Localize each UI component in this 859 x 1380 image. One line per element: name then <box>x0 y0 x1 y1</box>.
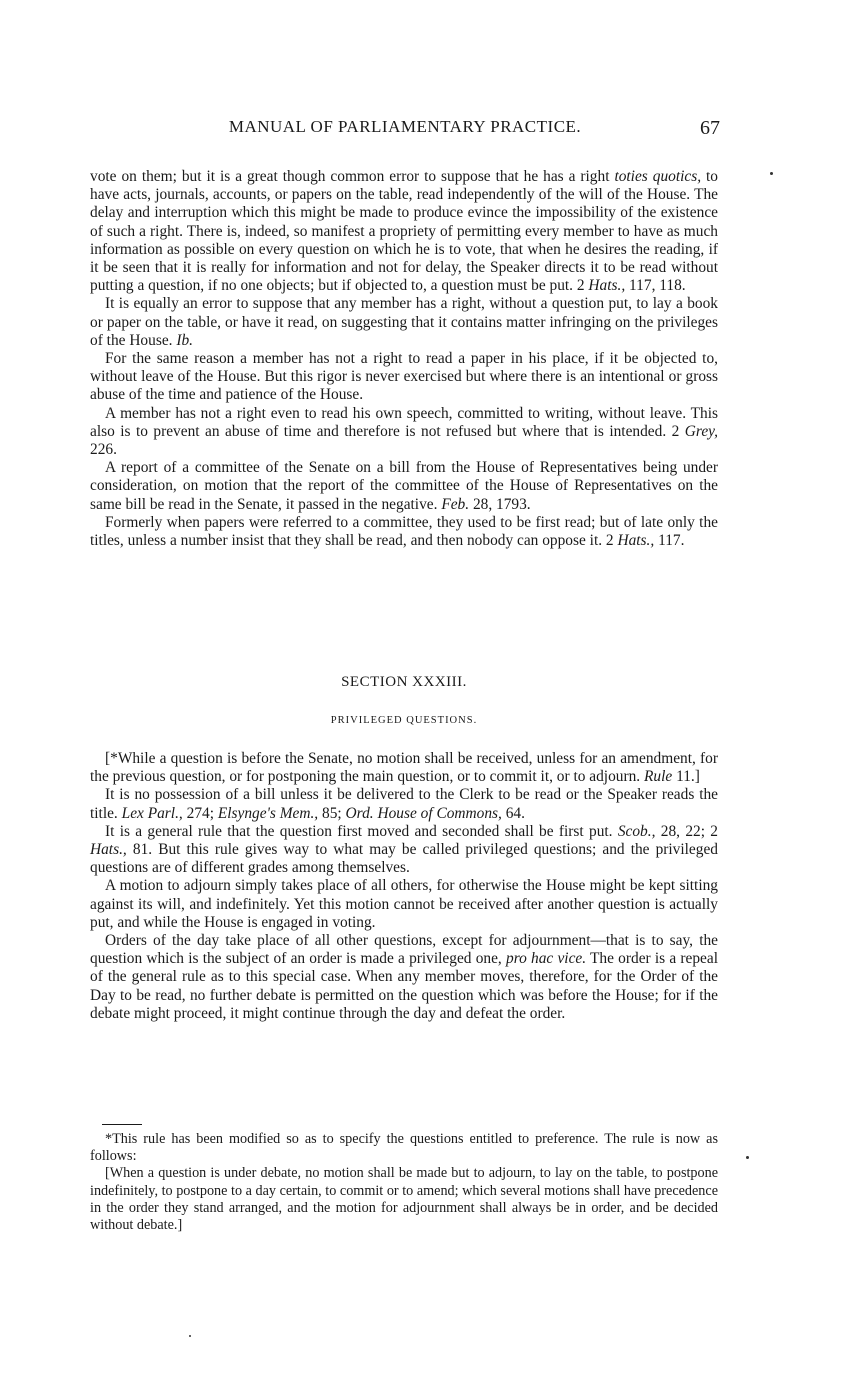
section-subtitle: PRIVILEGED QUESTIONS. <box>330 715 478 726</box>
page-number: 67 <box>700 117 720 139</box>
italic-citation: Scob., <box>617 822 656 840</box>
footnote-paragraph: [When a question is under debate, no motion shall be made but to adjourn, to lay on the table, to postpone indefinitely, to postpone to a day certain, to commit or to amend; which several motions shall have precedence in the order they stand arranged, and the motion for adjournment shall always be in order, and be decided without debate.] <box>90 1165 718 1234</box>
italic-citation: Ib. <box>176 331 194 349</box>
paragraph: [*While a question is before the Senate, no motion shall be received, unless for an amendment, for the previous question, or for postponing the main question, or to commit it, or to adjourn. Rule 11.] <box>90 750 718 786</box>
scan-speck <box>746 1156 749 1159</box>
italic-citation: Grey, <box>684 422 718 440</box>
paragraph: For the same reason a member has not a right to read a paper in his place, if it be objected to, without leave of the House. But this rigor is never exercised but where there is an intentional or gross abuse of the time and patience of the House. <box>90 350 718 404</box>
paragraph: It is equally an error to suppose that any member has a right, without a question put, to lay a book or paper on the table, or have it read, on suggesting that it contains matter infringing on the privileges of the House. Ib. <box>90 295 718 349</box>
scan-speck <box>189 1335 191 1337</box>
italic-citation: Feb. <box>441 495 470 513</box>
paragraph: Formerly when papers were referred to a committee, they used to be first read; but of late only the titles, unless a number insist that they shall be read, and then nobody can oppose it. 2 Hats., 117. <box>90 513 718 550</box>
paragraph: A motion to adjourn simply takes place of all others, for otherwise the House might be kept sitting against its will, and indefinitely. Yet this motion cannot be received after another question is actually put, and while the House is engaged in voting. <box>90 877 718 931</box>
paragraph: It is no possession of a bill unless it be delivered to the Clerk to be read or the Speaker reads the title. Lex Parl., 274; Elsynge's Mem., 85; Ord. House of Commons, 64. <box>90 786 718 822</box>
italic-citation: Hats., <box>588 277 626 295</box>
italic-citation: pro hac vice. <box>506 950 587 968</box>
section-body <box>90 750 718 1023</box>
italic-citation: toties quotics, <box>614 168 702 185</box>
italic-citation: Rule <box>644 768 673 786</box>
running-title: MANUAL OF PARLIAMENTARY PRACTICE. <box>228 117 582 136</box>
footnote <box>90 1131 718 1234</box>
footnote-paragraph: *This rule has been modified so as to specify the questions entitled to preference. The rule is now as follows: <box>90 1131 718 1165</box>
italic-citation: Elsynge's Mem., <box>217 804 319 822</box>
italic-citation: Ord. House of Commons, <box>345 804 502 822</box>
paragraph: A report of a committee of the Senate on a bill from the House of Representatives being under consideration, on motion that the report of the committee of the House of Representatives on the same bill be read in the Senate, it passed in the negative. Feb. 28, 1793. <box>90 459 718 513</box>
section-title: SECTION XXXIII. <box>341 674 467 690</box>
running-head <box>90 117 720 141</box>
footnote-divider <box>102 1124 142 1125</box>
paragraph: Orders of the day take place of all other questions, except for adjournment—that is to say, the question which is the subject of an order is made a privileged one, pro hac vice. The order is a repeal of the general rule as to this special case. When any member moves, therefore, for the Order of the Day to be read, no further debate is permitted on the question which was before the House; for if the debate might proceed, it might continue through the day and defeat the order. <box>90 932 718 1022</box>
italic-citation: Hats., <box>90 841 127 859</box>
scan-speck <box>770 172 773 175</box>
paragraph: It is a general rule that the question first moved and seconded shall be first put. Scob., 28, 22; 2 Hats., 81. But this rule gives way to what may be called privileged questions; and the privileged questions are of different grades among themselves. <box>90 822 718 877</box>
italic-citation: Hats., <box>617 532 655 550</box>
body-text <box>90 168 718 550</box>
paragraph: vote on them; but it is a great though common error to suppose that he has a right toties quotics, to have acts, journals, accounts, or papers on the table, read independently of the will of the House. The delay and interruption which this might be made to produce evince the impossibility of the existence of such a right. There is, indeed, so manifest a propriety of permitting every member to have as much information as possible on every question on which he is to vote, that when he desires the reading, if it be seen that it is really for information and not for delay, the Speaker directs it to be read without putting a question, if no one objects; but if objected to, a question must be put. 2 Hats., 117, 118. <box>90 168 718 295</box>
paragraph: A member has not a right even to read his own speech, committed to writing, without leave. This also is to prevent an abuse of time and therefore is not refused but where that is intended. 2 Grey, 226. <box>90 404 718 459</box>
italic-citation: Lex Parl., <box>121 804 183 822</box>
